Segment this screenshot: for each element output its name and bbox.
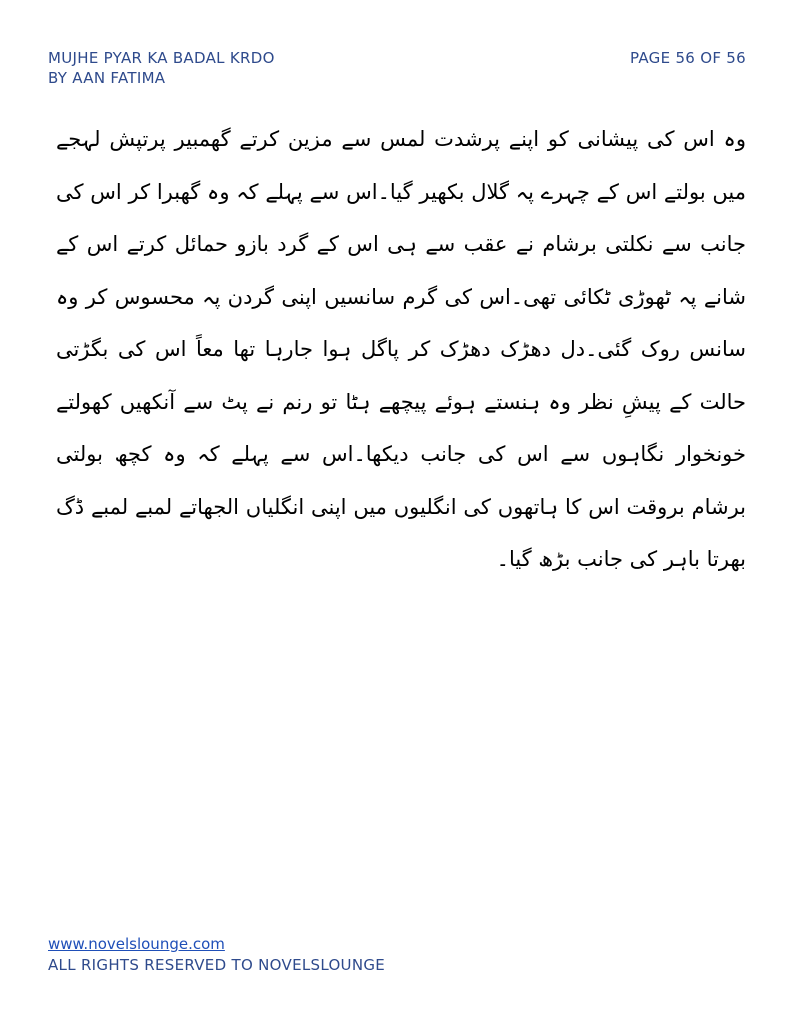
website-link[interactable]: www.novelslounge.com — [48, 935, 225, 953]
page-number: PAGE 56 OF 56 — [630, 49, 746, 67]
page-header — [48, 48, 746, 88]
novel-title: MUJHE PYAR KA BADAL KRDO — [48, 49, 275, 67]
author-name: BY AAN FATIMA — [48, 69, 166, 87]
rights-notice: ALL RIGHTS RESERVED TO NOVELSLOUNGE — [48, 956, 386, 974]
page-footer — [48, 934, 548, 976]
story-paragraph: وہ اس کی پیشانی کو اپنے پرشدت لمس سے مزین کرتے گھمبیر پرتپش لہجے میں بولتے اس کے چہرے پہ گلال بکھیر گیا۔اس سے پہلے کہ وہ گھبرا کر اس کی جانب سے نکلتی برشام نے عقب سے ہی اس کے گرد بازو حمائل کرتے اس کے شانے پہ ٹھوڑی ٹکائی تھی۔اس کی گرم سانسیں اپنی گردن پہ محسوس کر وہ سانس روک گئی۔دل دھڑک دھڑک کر پاگل ہوا جارہا تھا معاً اس کی بگڑتی حالت کے پیشِ نظر وہ ہنستے ہوئے پیچھے ہٹا تو رنم نے پٹ سے آنکھیں کھولتے خونخوار نگاہوں سے اس کی جانب دیکھا۔اس سے پہلے کہ وہ کچھ بولتی برشام بروقت اس کا ہاتھوں کی انگلیوں میں اپنی انگلیاں الجھاتے لمبے لمبے ڈگ بھرتا باہر کی جانب بڑھ گیا۔ — [56, 127, 746, 571]
header-top-row — [48, 48, 746, 68]
